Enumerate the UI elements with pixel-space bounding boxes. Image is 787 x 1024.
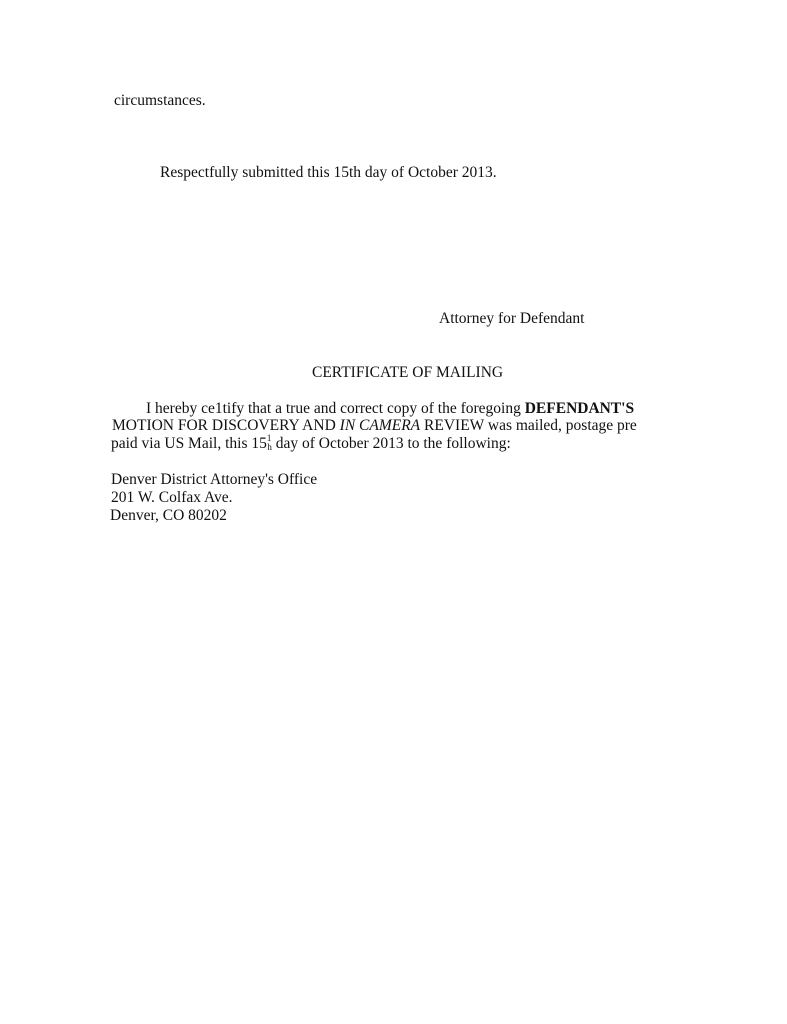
certificate-line-2-post: REVIEW was mailed, postage pre bbox=[420, 417, 637, 434]
continuation-text: circumstances. bbox=[114, 92, 206, 109]
recipient-city: Denver, CO 80202 bbox=[110, 507, 227, 524]
signature-role: Attorney for Defendant bbox=[439, 310, 585, 327]
certificate-line-2-text: MOTION FOR DISCOVERY AND bbox=[112, 417, 340, 434]
certificate-heading: CERTIFICATE OF MAILING bbox=[312, 364, 504, 381]
date-superscript: 1 bbox=[266, 433, 272, 443]
recipient-name: Denver District Attorney's Office bbox=[111, 471, 318, 488]
certificate-line-2 bbox=[112, 417, 637, 435]
certificate-line-1 bbox=[146, 400, 634, 418]
date-subscript: h bbox=[267, 442, 272, 452]
certificate-line-3-text: paid via US Mail, this 15 bbox=[111, 435, 267, 452]
motion-party-bold: DEFENDANT'S bbox=[524, 400, 635, 417]
recipient-street: 201 W. Colfax Ave. bbox=[111, 489, 233, 506]
submission-statement: Respectfully submitted this 15th day of October 2013. bbox=[160, 164, 497, 181]
certificate-line-3-post: day of October 2013 to the following: bbox=[271, 435, 511, 452]
in-camera-italic: IN CAMERA bbox=[339, 417, 421, 434]
certificate-line-3 bbox=[111, 435, 511, 454]
certificate-line-1-text: I hereby ce1tify that a true and correct copy of the foregoing bbox=[146, 400, 525, 417]
